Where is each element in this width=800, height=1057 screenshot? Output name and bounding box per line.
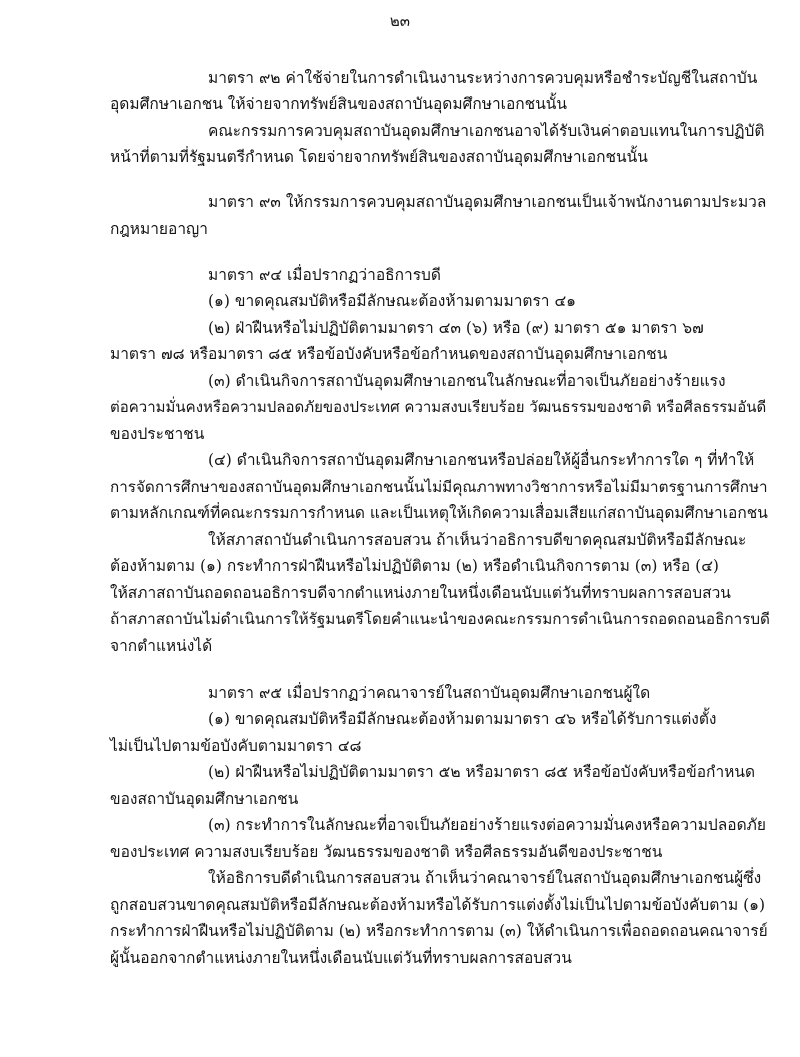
- text-line: จากตำแหน่งได้: [110, 637, 213, 655]
- section-92-heading: มาตรา ๙๒ ค่าใช้จ่ายในการดำเนินงานระหว่างการควบคุมหรือชำระบัญชีในสถาบัน: [208, 69, 758, 87]
- page-number: ๒๓: [389, 12, 411, 30]
- text-line: (๒) ฝ่าฝืนหรือไม่ปฏิบัติตามมาตรา ๔๓ (๖) หรือ (๙) มาตรา ๕๑ มาตรา ๖๗: [208, 319, 704, 337]
- text-line: การจัดการศึกษาของสถาบันอุดมศึกษาเอกชนนั้นไม่มีคุณภาพทางวิชาการหรือไม่มีมาตรฐานการศึกษา: [110, 478, 768, 496]
- text-line: (๒) ฝ่าฝืนหรือไม่ปฏิบัติตามมาตรา ๕๒ หรือมาตรา ๘๕ หรือข้อบังคับหรือข้อกำหนด: [208, 763, 756, 781]
- text-line: ให้สภาสถาบันถอดถอนอธิการบดีจากตำแหน่งภายในหนึ่งเดือนนับแต่วันที่ทราบผลการสอบสวน: [110, 584, 731, 602]
- text-line: ผู้นั้นออกจากตำแหน่งภายในหนึ่งเดือนนับแต่วันที่ทราบผลการสอบสวน: [110, 949, 572, 967]
- text-line: (๑) ขาดคุณสมบัติหรือมีลักษณะต้องห้ามตามมาตรา ๔๑: [208, 292, 577, 310]
- text-line: ไม่เป็นไปตามข้อบังคับตามมาตรา ๔๘: [110, 737, 362, 755]
- section-95-heading: มาตรา ๙๕ เมื่อปรากฏว่าคณาจารย์ในสถาบันอุดมศึกษาเอกชนผู้ใด: [208, 684, 651, 702]
- text-line: (๓) กระทำการในลักษณะที่อาจเป็นภัยอย่างร้ายแรงต่อความมั่นคงหรือความปลอดภัย: [208, 816, 766, 834]
- text-line: ต้องห้ามตาม (๑) กระทำการฝ่าฝืนหรือไม่ปฏิบัติตาม (๒) หรือดำเนินกิจการตาม (๓) หรือ (๔): [110, 557, 719, 575]
- text-line: ให้สภาสถาบันดำเนินการสอบสวน ถ้าเห็นว่าอธิการบดีขาดคุณสมบัติหรือมีลักษณะ: [208, 531, 747, 549]
- text-line: ของประเทศ ความสงบเรียบร้อย วัฒนธรรมของชาติ หรือศีลธรรมอันดีของประชาชน: [110, 843, 663, 861]
- text-line: (๓) ดำเนินกิจการสถาบันอุดมศึกษาเอกชนในลักษณะที่อาจเป็นภัยอย่างร้ายแรง: [208, 372, 726, 390]
- text-line: กระทำการฝ่าฝืนหรือไม่ปฏิบัติตาม (๒) หรือกระทำการตาม (๓) ให้ดำเนินการเพื่อถอดถอนคณาจารย์: [110, 922, 768, 940]
- section-93-heading: มาตรา ๙๓ ให้กรรมการควบคุมสถาบันอุดมศึกษาเอกชนเป็นเจ้าพนักงานตามประมวล: [208, 193, 767, 211]
- text-line: ตามหลักเกณฑ์ที่คณะกรรมการกำหนด และเป็นเหตุให้เกิดความเสื่อมเสียแก่สถาบันอุดมศึกษาเอกชน: [110, 504, 768, 522]
- text-line: ต่อความมั่นคงหรือความปลอดภัยของประเทศ ความสงบเรียบร้อย วัฒนธรรมของชาติ หรือศีลธรรมอันดี: [110, 398, 767, 416]
- text-line: ถูกสอบสวนขาดคุณสมบัติหรือมีลักษณะต้องห้ามหรือได้รับการแต่งตั้งไม่เป็นไปตามข้อบังคับตาม (๑): [110, 896, 766, 914]
- text-line: กฎหมายอาญา: [110, 220, 208, 238]
- text-line: (๔) ดำเนินกิจการสถาบันอุดมศึกษาเอกชนหรือปล่อยให้ผู้อื่นกระทำการใด ๆ ที่ทำให้: [208, 451, 755, 469]
- section-94-heading: มาตรา ๙๔ เมื่อปรากฏว่าอธิการบดี: [208, 266, 441, 284]
- text-line: มาตรา ๗๘ หรือมาตรา ๘๕ หรือข้อบังคับหรือข้อกำหนดของสถาบันอุดมศึกษาเอกชน: [110, 345, 668, 363]
- text-line: (๑) ขาดคุณสมบัติหรือมีลักษณะต้องห้ามตามมาตรา ๔๖ หรือได้รับการแต่งตั้ง: [208, 710, 717, 728]
- text-line: ของสถาบันอุดมศึกษาเอกชน: [110, 790, 299, 808]
- text-line: ถ้าสภาสถาบันไม่ดำเนินการให้รัฐมนตรีโดยคำแนะนำของคณะกรรมการดำเนินการถอดถอนอธิการบดี: [110, 610, 770, 628]
- text-line: ของประชาชน: [110, 425, 205, 443]
- text-line: ให้อธิการบดีดำเนินการสอบสวน ถ้าเห็นว่าคณาจารย์ในสถาบันอุดมศึกษาเอกชนผู้ซึ่ง: [208, 869, 762, 887]
- text-line: หน้าที่ตามที่รัฐมนตรีกำหนด โดยจ่ายจากทรัพย์สินของสถาบันอุดมศึกษาเอกชนนั้น: [110, 148, 648, 166]
- text-line: อุดมศึกษาเอกชน ให้จ่ายจากทรัพย์สินของสถาบันอุดมศึกษาเอกชนนั้น: [110, 95, 567, 113]
- text-line: คณะกรรมการควบคุมสถาบันอุดมศึกษาเอกชนอาจได้รับเงินค่าตอบแทนในการปฏิบัติ: [208, 122, 765, 140]
